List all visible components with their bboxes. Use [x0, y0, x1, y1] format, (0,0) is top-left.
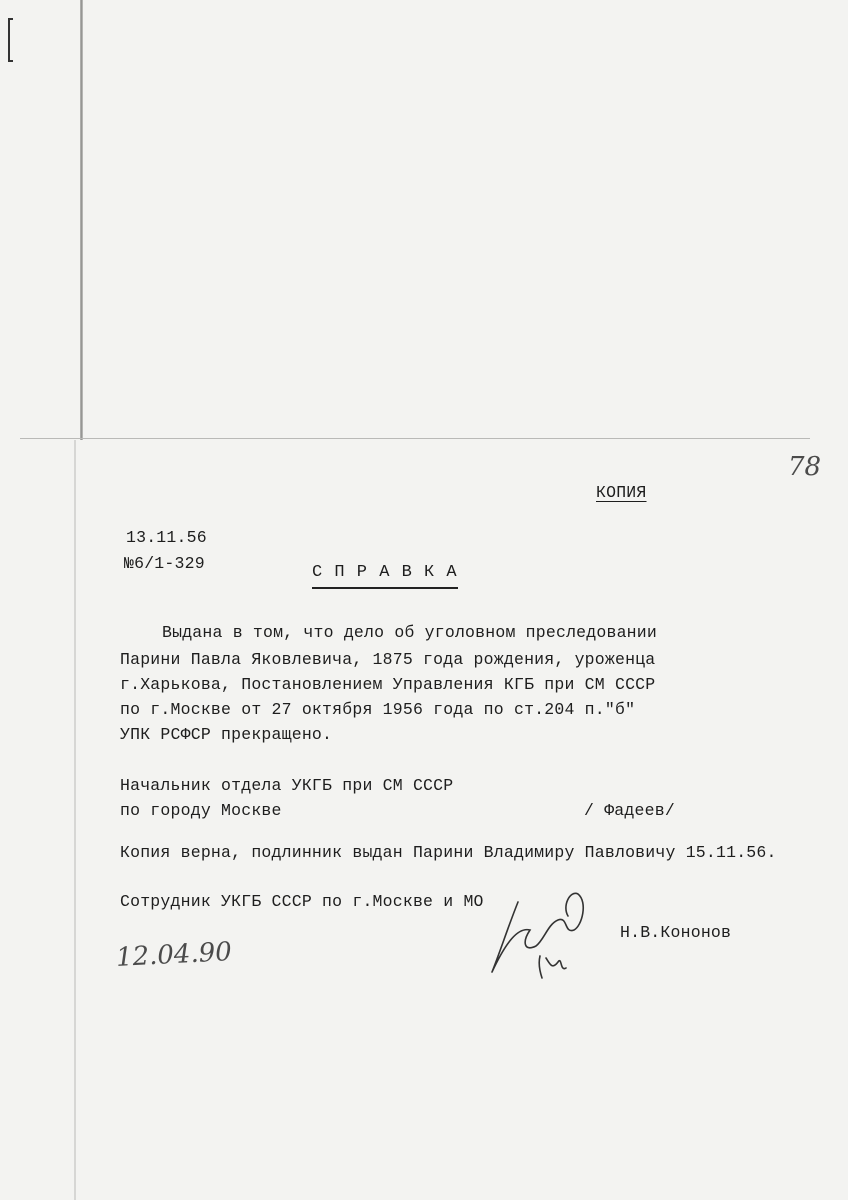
fold-line-vertical [80, 0, 83, 440]
document-number: №6/1-329 [124, 554, 205, 573]
chief-title-line-1: Начальник отдела УКГБ при СМ СССР [120, 776, 454, 795]
staple-mark [8, 18, 13, 62]
employee-title: Сотрудник УКГБ СССР по г.Москве и МО [120, 892, 484, 911]
fold-line-horizontal [20, 438, 810, 439]
handwritten-date: 12.04.90 [115, 936, 233, 974]
body-line-1: Выдана в том, что дело об уголовном преследовании [162, 623, 657, 642]
copy-verification-note: Копия верна, подлинник выдан Парини Владимиру Павловичу 15.11.56. [120, 843, 777, 862]
body-line-2: Парини Павла Яковлевича, 1875 года рождения, уроженца [120, 650, 656, 669]
chief-title-line-2: по городу Москве [120, 801, 282, 820]
fold-line-lower [74, 440, 76, 1200]
document-date: 13.11.56 [126, 528, 207, 547]
document-title: С П Р А В К А [312, 564, 458, 589]
body-line-5: УПК РСФСР прекращено. [120, 725, 333, 744]
employee-name: Н.В.Кононов [620, 923, 732, 942]
folio-number: 78 [788, 452, 822, 482]
chief-name: / Фадеев/ [584, 801, 675, 820]
body-line-4: по г.Москве от 27 октября 1956 года по ст.204 п."б" [120, 700, 636, 719]
signature-image [478, 872, 598, 987]
body-line-3: г.Харькова, Постановлением Управления КГБ при СМ СССР [120, 675, 656, 694]
copy-stamp: КОПИЯ [596, 483, 647, 502]
